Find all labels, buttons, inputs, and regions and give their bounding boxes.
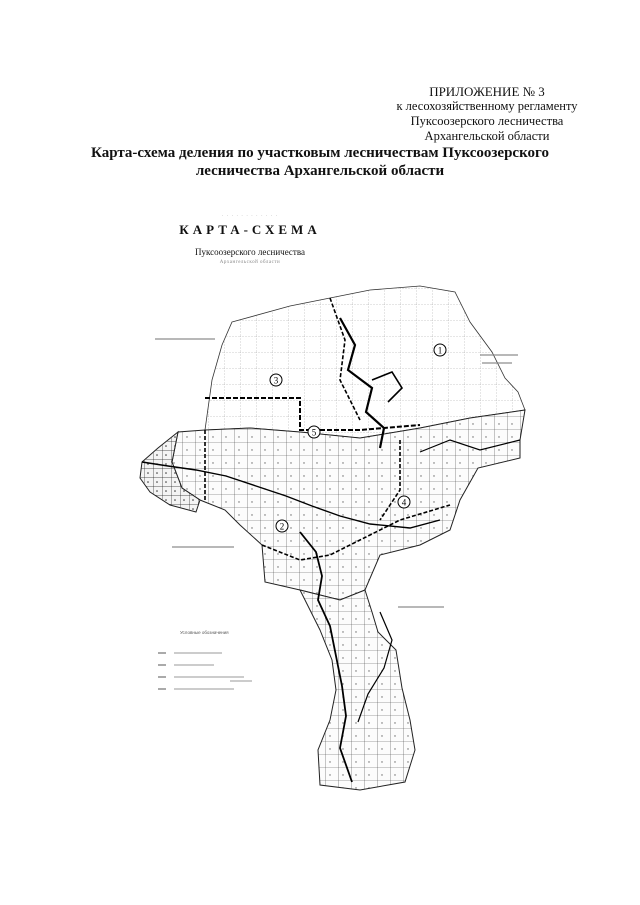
svg-text:1: 1 <box>437 345 443 356</box>
map-schema-title: КАРТА-СХЕМА <box>179 222 321 237</box>
appendix-line-1: к лесохозяйственному регламенту <box>396 99 578 113</box>
appendix-title: ПРИЛОЖЕНИЕ № 3 <box>429 84 545 99</box>
legend-title: Условные обозначения <box>180 630 229 635</box>
map-region-south <box>300 590 415 790</box>
appendix-line-2: Пуксоозерского лесничества <box>410 114 564 128</box>
district-marker-2 <box>276 520 288 532</box>
svg-text:4: 4 <box>401 497 407 508</box>
document-title-line-2: лесничества Архангельской области <box>195 163 445 179</box>
map-header-top: · · · · · · · · · · · · <box>221 214 279 219</box>
map-region-north <box>205 286 525 438</box>
district-marker-3 <box>270 374 282 386</box>
district-marker-4 <box>398 496 410 508</box>
svg-text:3: 3 <box>273 375 279 386</box>
district-marker-1 <box>434 344 446 356</box>
document-title-line-1: Карта-схема деления по участковым лесничествам Пуксоозерского <box>91 145 549 161</box>
svg-text:5: 5 <box>311 427 317 438</box>
district-marker-5 <box>308 426 320 438</box>
appendix-line-3: Архангельской области <box>424 129 550 143</box>
map-legend <box>158 630 252 690</box>
map-subtitle-small: Архангельской области <box>219 260 281 265</box>
svg-text:2: 2 <box>279 521 285 532</box>
map-subtitle: Пуксоозерского лесничества <box>195 247 305 257</box>
map-region-central <box>172 410 525 600</box>
